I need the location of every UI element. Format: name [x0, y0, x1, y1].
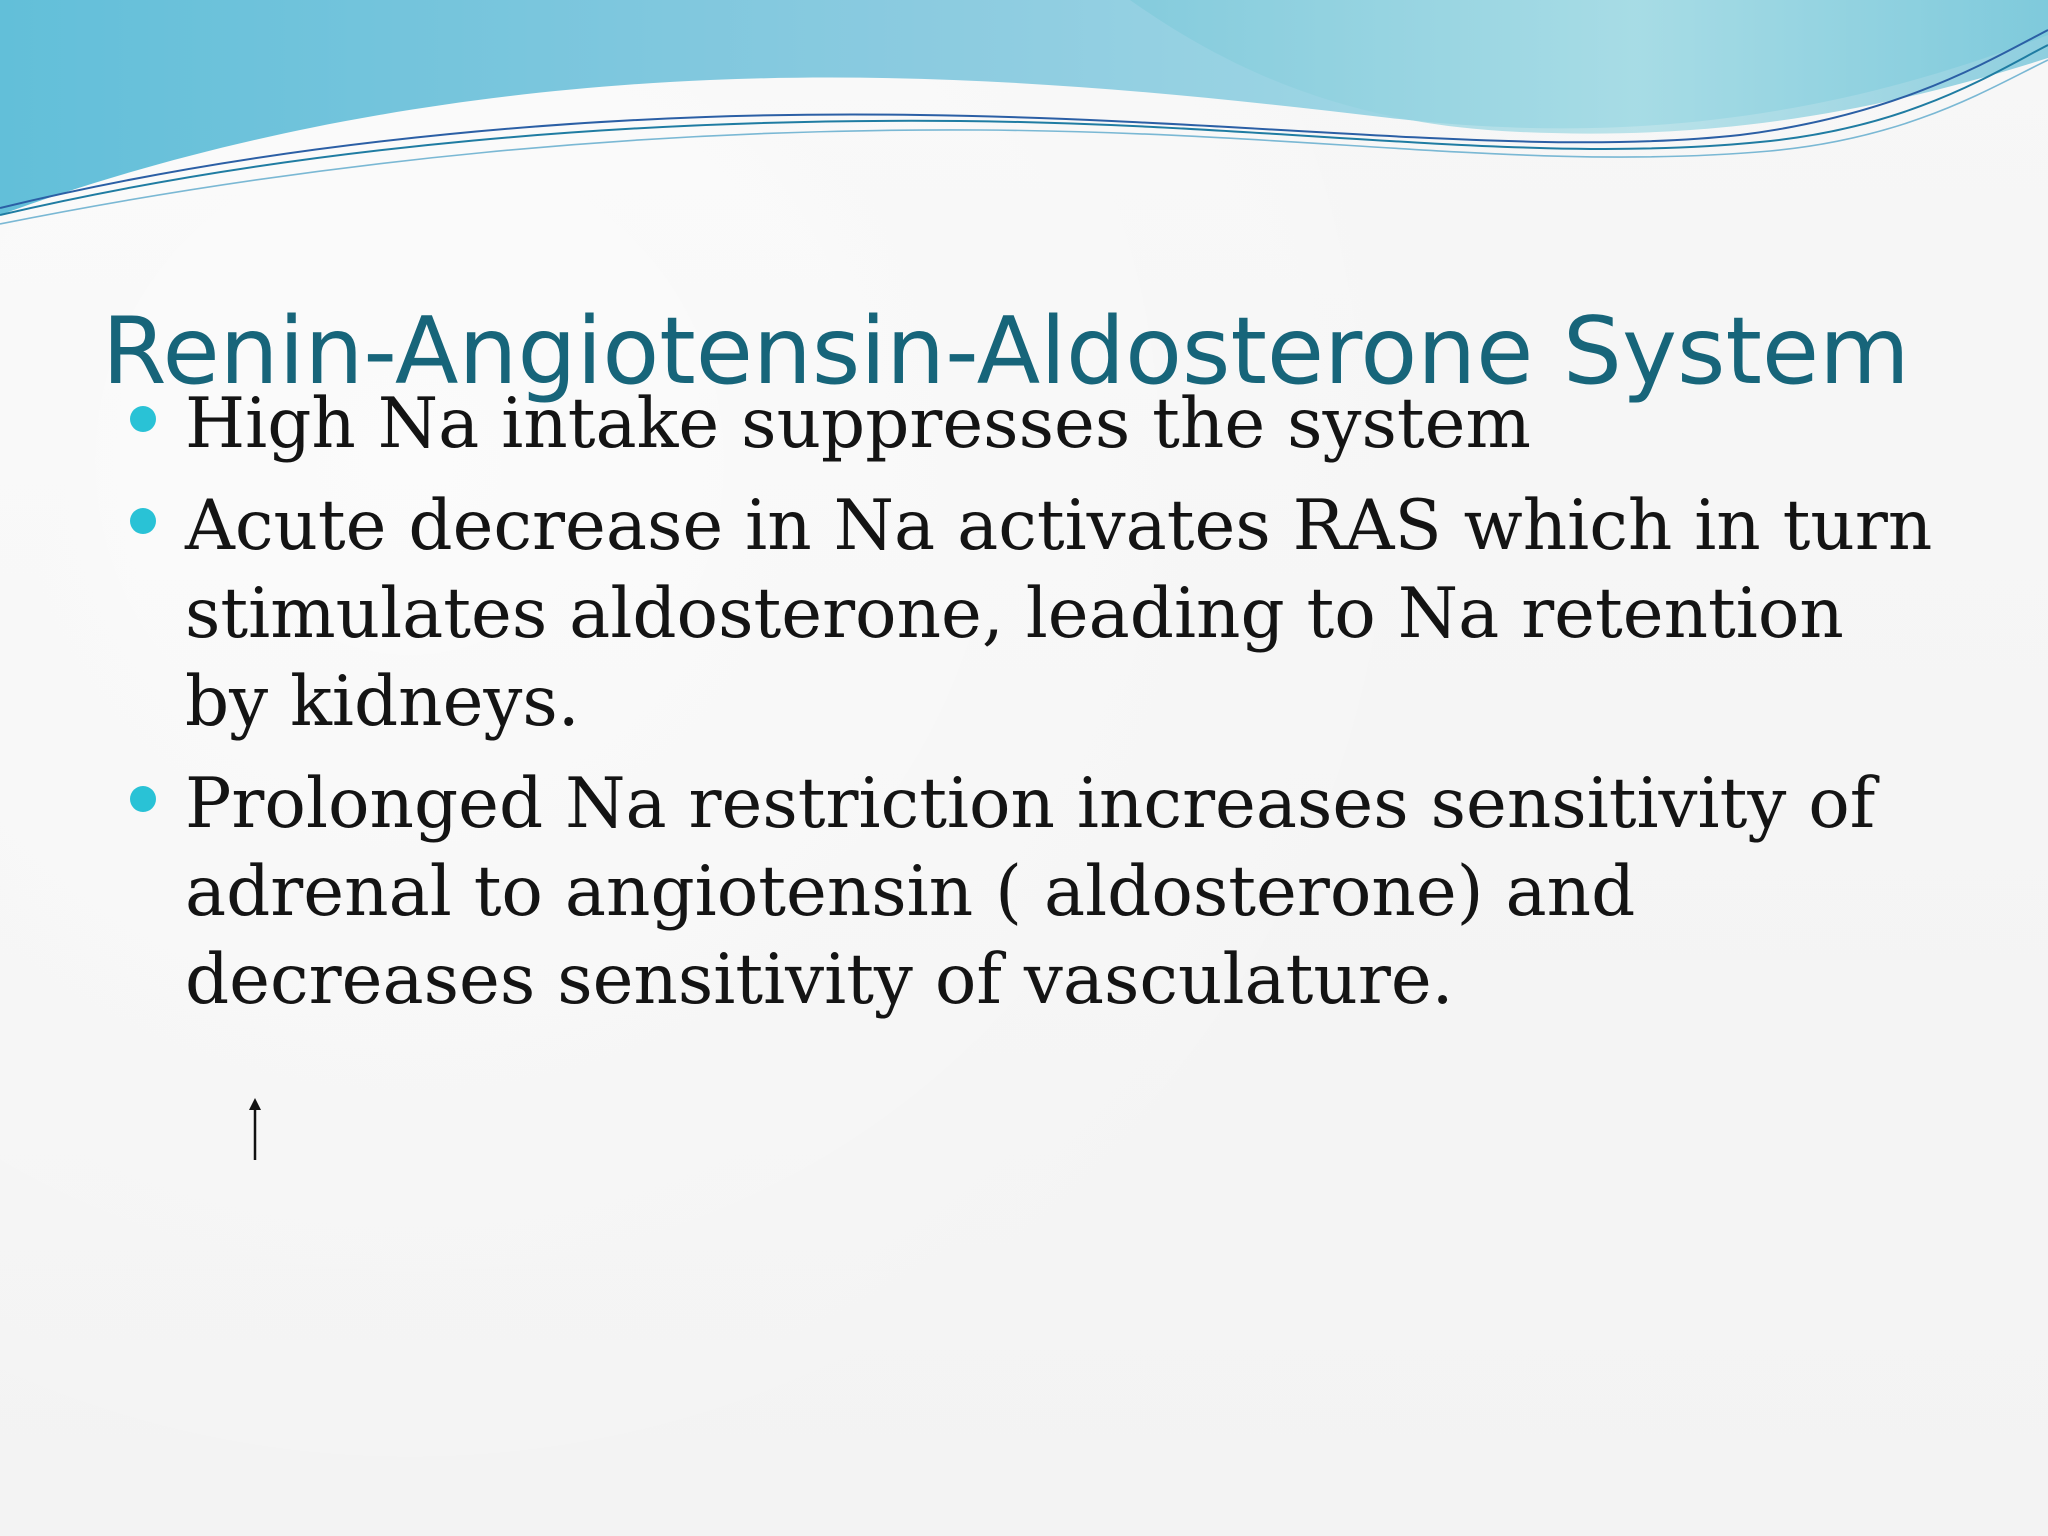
bullet-dot-icon	[130, 508, 156, 534]
bullet-text-2: Acute decrease in Na activates RAS which in turn stimulates aldosterone, leading to Na retention by kidneys.	[185, 486, 1933, 742]
bullet-item-2	[130, 482, 1940, 746]
slide-title: Renin-Angiotensin-Aldosterone System	[102, 297, 1910, 405]
bullet-item-3	[130, 760, 1940, 1024]
bullet-dot-icon	[130, 786, 156, 812]
bullet-text-3: Prolonged Na restriction increases sensitivity of adrenal to angiotensin ( aldosterone) and decreases sensitivity of vasculature.	[185, 764, 1876, 1020]
bullet-item-1	[130, 380, 1940, 468]
arrow-up-icon	[243, 1092, 267, 1164]
header-wave-decoration	[0, 0, 2048, 240]
bullet-list	[130, 380, 1940, 1038]
bullet-dot-icon	[130, 406, 156, 432]
wave-shape-secondary	[1130, 0, 2048, 134]
bullet-text-1: High Na intake suppresses the system	[185, 384, 1531, 464]
